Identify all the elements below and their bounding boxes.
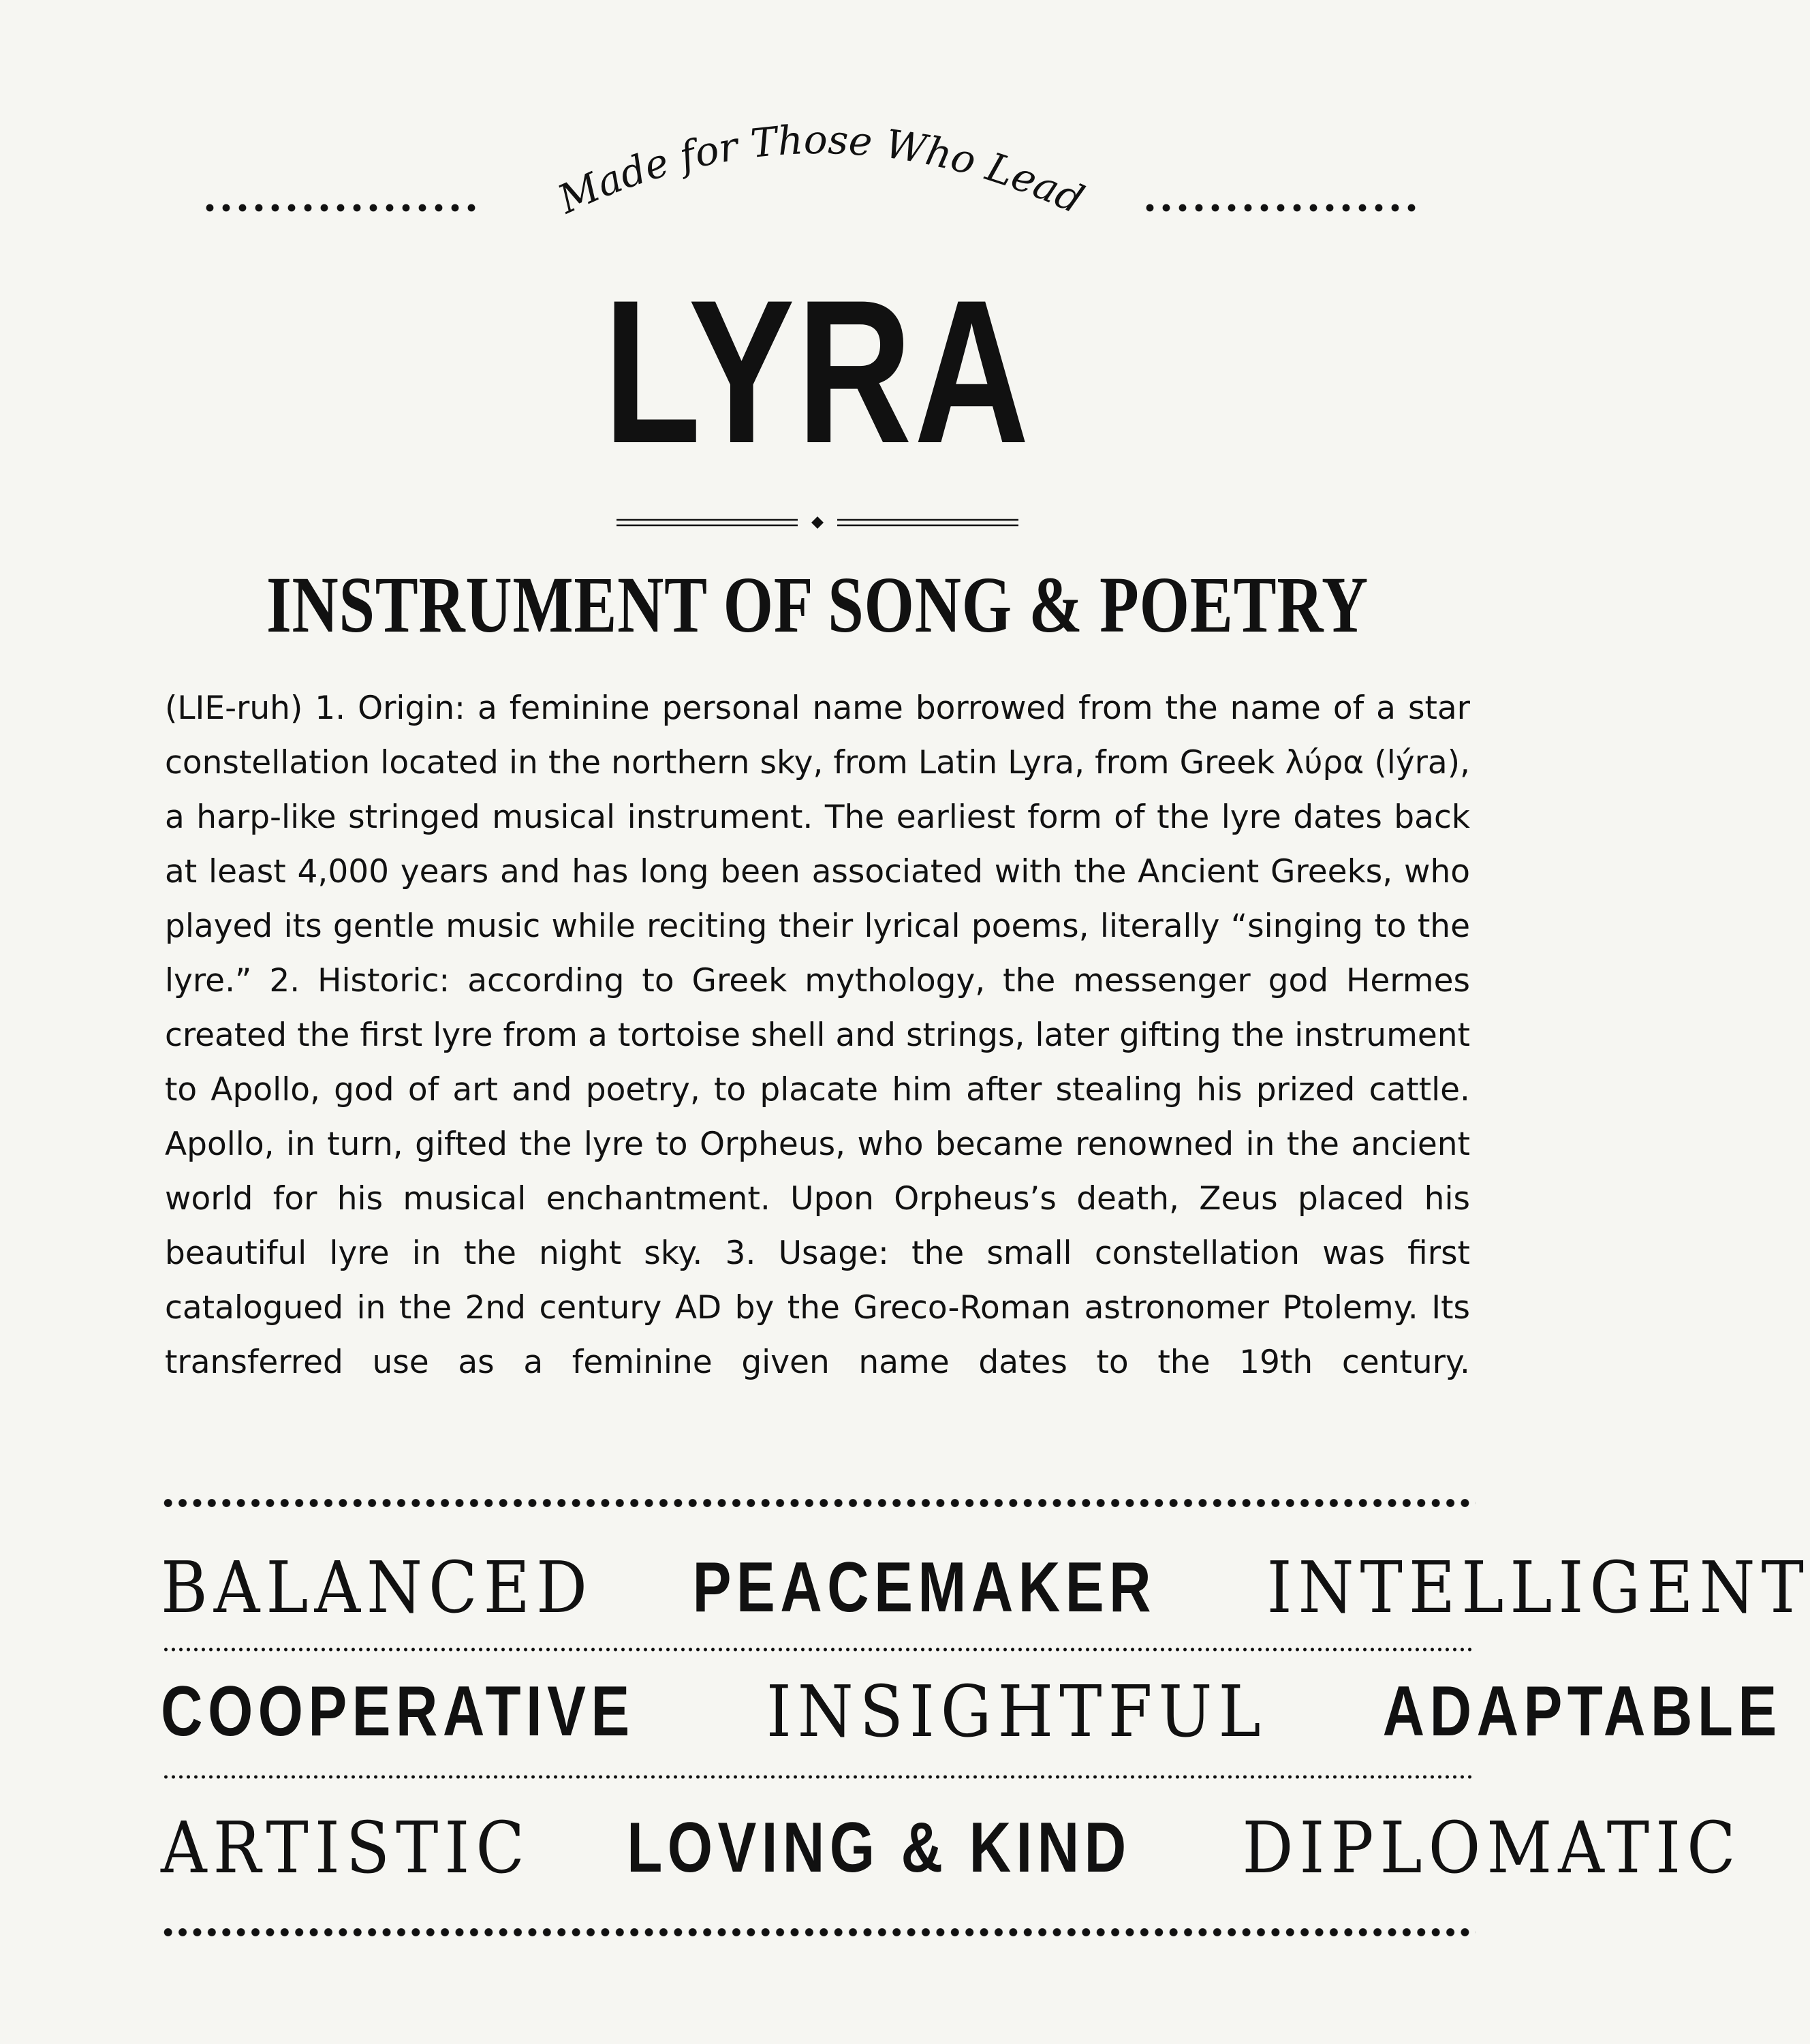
dotted-separator-top [161, 1498, 1476, 1508]
trait-word: BALANCED [161, 1546, 594, 1629]
tagline-dots-right [1142, 203, 1420, 213]
trait-word: DIPLOMATIC [1242, 1806, 1742, 1889]
definition-text: (LIE-ruh) 1. Origin: a feminine personal name borrowed from the name of a star constellation located in the northern sky, from Latin Lyra, from Greek λύρα (lýra), a harp-like stringed musical instrument. The earliest form of the lyre dates back at least 4,000 years and has long been associated with the Ancient Greeks, who played its gentle music while reciting their lyrical poems, literally “singing to the lyre.” 2. Historic: according to Greek mythology, the messenger god Hermes created the first lyre from a tortoise shell and strings, later gifting the instrument to Apollo, god of art and poetry, to placate him after stealing his prized cattle. Apollo, in turn, gifted the lyre to Orpheus, who became renowned in the ancient world for his musical enchantment. Upon Orpheus’s death, Zeus placed his beautiful lyre in the night sky. 3. Usage: the small constellation was first catalogued in the 2nd century AD by the Greco-Roman astronomer Ptolemy. Its transferred use as a feminine given name dates to the 19th century. [165, 690, 1470, 1381]
trait-word: INSIGHTFUL [766, 1670, 1267, 1753]
tagline-text [550, 117, 1091, 223]
dotted-separator-bottom [161, 1927, 1476, 1938]
trait-row-2 [161, 1670, 1782, 1753]
tagline-row [0, 116, 1635, 232]
tagline-textpath: Made for Those Who Lead [551, 116, 1091, 223]
trait-row-1 [161, 1546, 1810, 1629]
name-title: LYRA [604, 257, 1031, 486]
diamond-divider-icon [617, 514, 1018, 531]
trait-word: INTELLIGENT [1266, 1546, 1810, 1629]
trait-row-3 [161, 1806, 1742, 1889]
trait-word: ARTISTIC [161, 1806, 531, 1889]
trait-word: COOPERATIVE [161, 1672, 635, 1751]
tagline-dots-left [202, 203, 480, 213]
trait-word: LOVING & KIND [627, 1808, 1132, 1887]
subtitle: INSTRUMENT OF SONG & POETRY [266, 560, 1369, 649]
dotted-separator-row2 [162, 1774, 1474, 1780]
tagline-arc [518, 116, 1117, 232]
ornament-divider [617, 514, 1018, 531]
trait-word: ADAPTABLE [1382, 1672, 1782, 1751]
dotted-separator-row1 [162, 1647, 1474, 1652]
trait-word: PEACEMAKER [692, 1548, 1156, 1627]
